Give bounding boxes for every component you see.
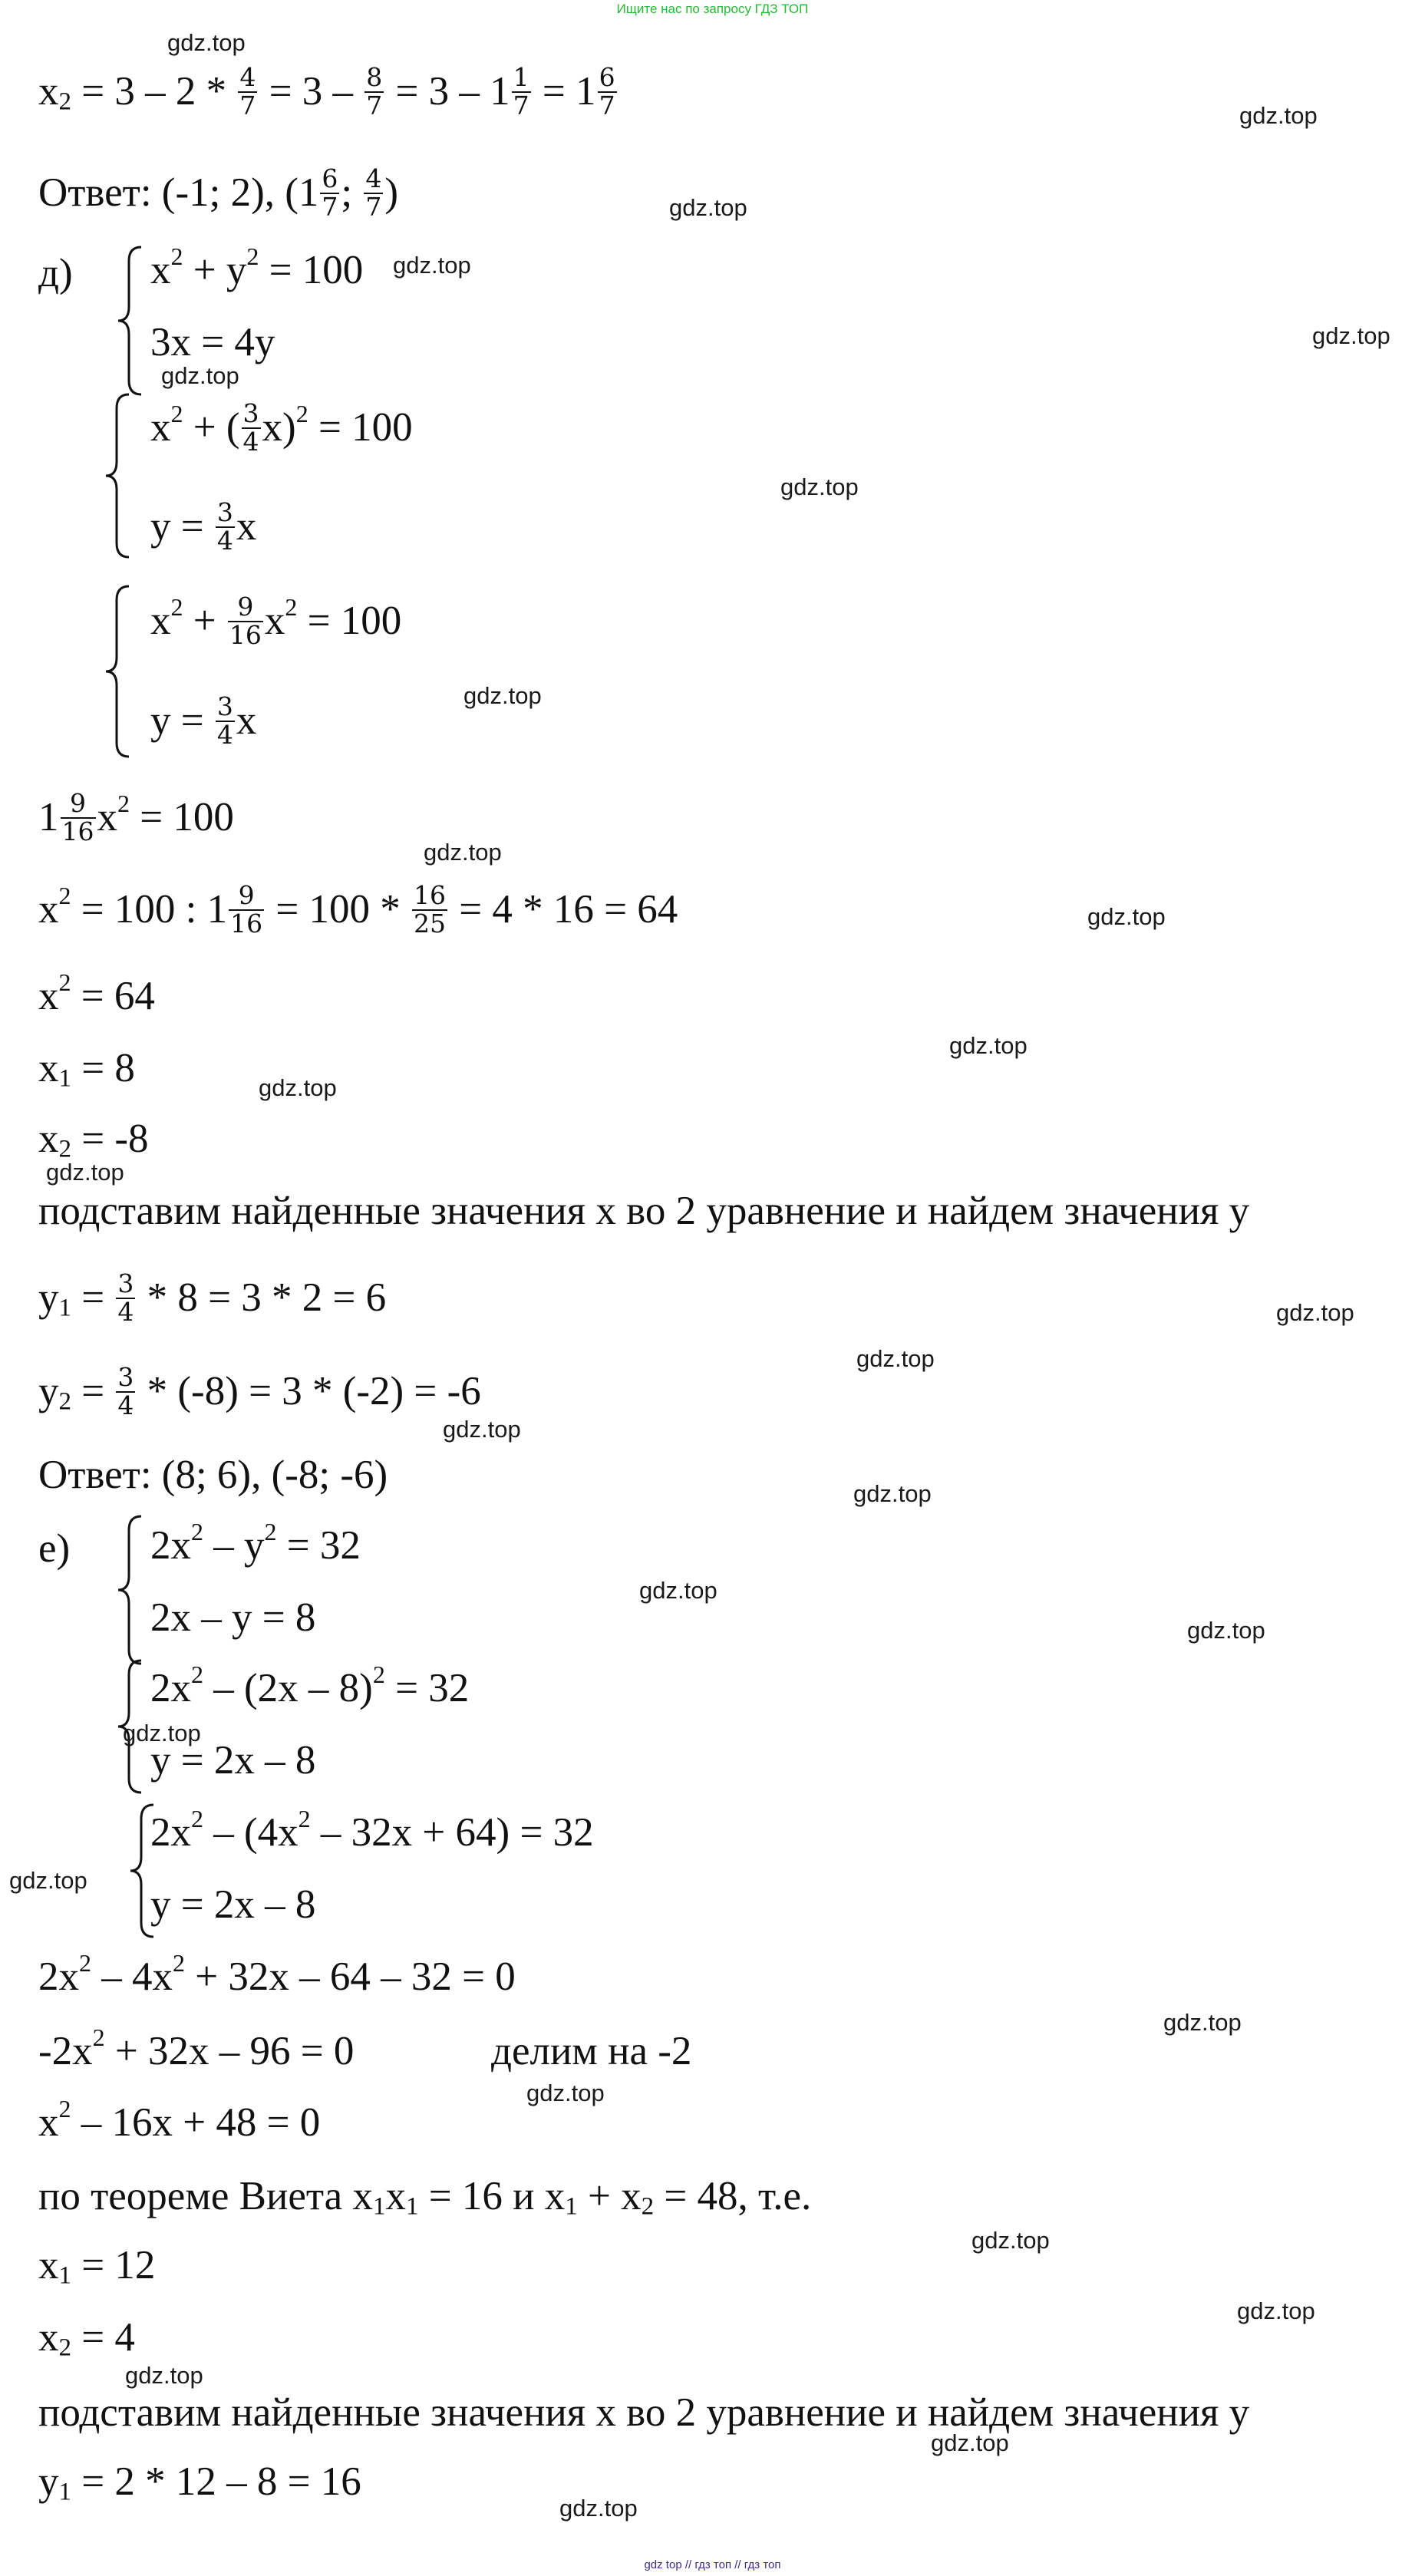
equation-line: $x^2 + y^2 = 100$ [150,242,364,292]
equation-line: y = $\frac{3}{4}$ x [150,497,257,556]
equation-line: x1 = 8 [38,1046,135,1093]
fraction: $\frac{3}{4}$ [117,1362,134,1420]
watermark: gdz.top [167,29,246,56]
watermark: gdz.top [125,2362,203,2389]
equation-line: $2x^2 - (4x^2 - 32x + 64) = 32$ [150,1805,594,1855]
equation-line: $-2x^2 + 32x - 96 = 0$ [38,2024,355,2073]
fraction: $\frac{16}{25}$ [414,880,447,938]
watermark: gdz.top [46,1159,124,1186]
equation-line: 2x – y = 8 [150,1595,316,1640]
watermark: gdz.top [1187,1617,1265,1644]
watermark: gdz.top [463,682,542,709]
fraction: $\frac{4}{7}$ [239,62,256,120]
system-brace [115,244,146,397]
system-brace [103,583,134,760]
equation-line: 3x = 4y [150,320,275,364]
watermark: gdz.top [971,2227,1050,2254]
watermark: gdz.top [1276,1299,1354,1326]
site-banner[interactable]: Ищите нас по запросу ГДЗ ТОП [616,2,809,16]
fraction: $\frac{9}{16}$ [229,592,262,650]
system-brace [103,391,134,560]
watermark: gdz.top [443,1416,521,1443]
equation-line: y = 2x – 8 [150,1882,316,1927]
watermark: gdz.top [780,473,859,500]
equation-line: $x^2 = 100$ : 1 $\frac{9}{16}$ = 100 * $\frac{16}{25}$ = 4 * 16 = 64 [38,880,678,938]
system-brace [115,1513,146,1667]
fraction: $\frac{6}{7}$ [322,163,338,222]
fraction: $\frac{6}{7}$ [599,62,615,120]
equation-line: $x^2$ + $\frac{9}{16}$ $x^2 = 100$ [150,592,402,650]
watermark: gdz.top [424,839,502,866]
fraction: $\frac{3}{4}$ [216,497,233,556]
fraction: $\frac{9}{16}$ [230,880,263,938]
watermark: gdz.top [853,1480,932,1507]
watermark: gdz.top [1087,903,1166,930]
equation-line: $x^2 - 16x + 48 = 0$ [38,2095,321,2145]
equation-line: $x^2 = 64$ [38,968,155,1018]
watermark: gdz.top [393,252,471,279]
watermark: gdz.top [161,362,239,389]
equation-line: 1 $\frac{9}{16}$ $x^2 = 100$ [38,788,234,846]
watermark: gdz.top [669,194,747,221]
answer-line: Ответ: (8; 6), (-8; -6) [38,1453,388,1497]
watermark: gdz.top [1312,322,1390,349]
text-line: подставим найденные значения x во 2 уравнение и найдем значения y [38,2390,1250,2435]
text-line: подставим найденные значения x во 2 уравнение и найдем значения y [38,1189,1250,1233]
fraction: $\frac{1}{7}$ [513,62,529,120]
note-text: делим на -2 [491,2029,692,2073]
part-label: е) [38,1526,71,1571]
equation-line: y1 = $\frac{3}{4}$ * 8 = 3 * 2 = 6 [38,1268,387,1327]
fraction: $\frac{3}{4}$ [216,691,233,750]
equation-line: x1 = 12 [38,2243,156,2290]
equation-line: $2x^2 - y^2 = 32$ [150,1518,361,1568]
fraction: $\frac{4}{7}$ [365,163,382,222]
fraction: $\frac{9}{16}$ [61,788,94,846]
fraction: $\frac{3}{4}$ [117,1268,134,1327]
watermark: gdz.top [931,2429,1009,2456]
watermark: gdz.top [9,1867,87,1894]
fraction: $\frac{3}{4}$ [242,398,259,457]
watermark: gdz.top [856,1345,935,1372]
equation-line: x2 = 3 – 2 * $\frac{4}{7}$ = 3 – $\frac{8}{7}$ = 3 – 1 $\frac{1}{7}$ = 1 $\frac{6}{7}$ [38,62,615,120]
watermark: gdz.top [259,1074,337,1101]
watermark: gdz.top [1163,2009,1242,2036]
site-footer[interactable]: gdz top // гдз топ // гдз топ [644,2558,781,2571]
watermark: gdz.top [639,1577,717,1604]
watermark: gdz.top [123,1720,201,1746]
equation-line: x2 = 4 [38,2315,135,2362]
equation-line: y = $\frac{3}{4}$ x [150,691,257,750]
equation-line: $x^2$ + ( $\frac{3}{4}$ x)$^2$ = 100 [150,398,413,457]
equation-line: $2x^2 - (2x - 8)^2 = 32$ [150,1661,470,1710]
answer-line: Ответ: (-1; 2), (1 $\frac{6}{7}$ ; $\frac{4}{7}$ ) [38,163,399,222]
equation-line: y = 2x – 8 [150,1738,316,1783]
watermark: gdz.top [526,2080,605,2106]
equation-line: x2 = -8 [38,1116,149,1163]
watermark: gdz.top [1239,102,1318,129]
fraction: $\frac{8}{7}$ [366,62,383,120]
equation-line: y2 = $\frac{3}{4}$ * (-8) = 3 * (-2) = -6 [38,1362,481,1420]
equation-line: y1 = 2 * 12 – 8 = 16 [38,2459,361,2506]
watermark: gdz.top [949,1032,1028,1059]
text-line: по теореме Виета x1x1 = 16 и x1 + x2 = 48, т.е. [38,2174,812,2221]
part-label: д) [38,251,73,295]
watermark: gdz.top [559,2495,638,2522]
watermark: gdz.top [1237,2297,1315,2324]
equation-line: $2x^2 - 4x^2 + 32x - 64 - 32 = 0$ [38,1949,516,1999]
